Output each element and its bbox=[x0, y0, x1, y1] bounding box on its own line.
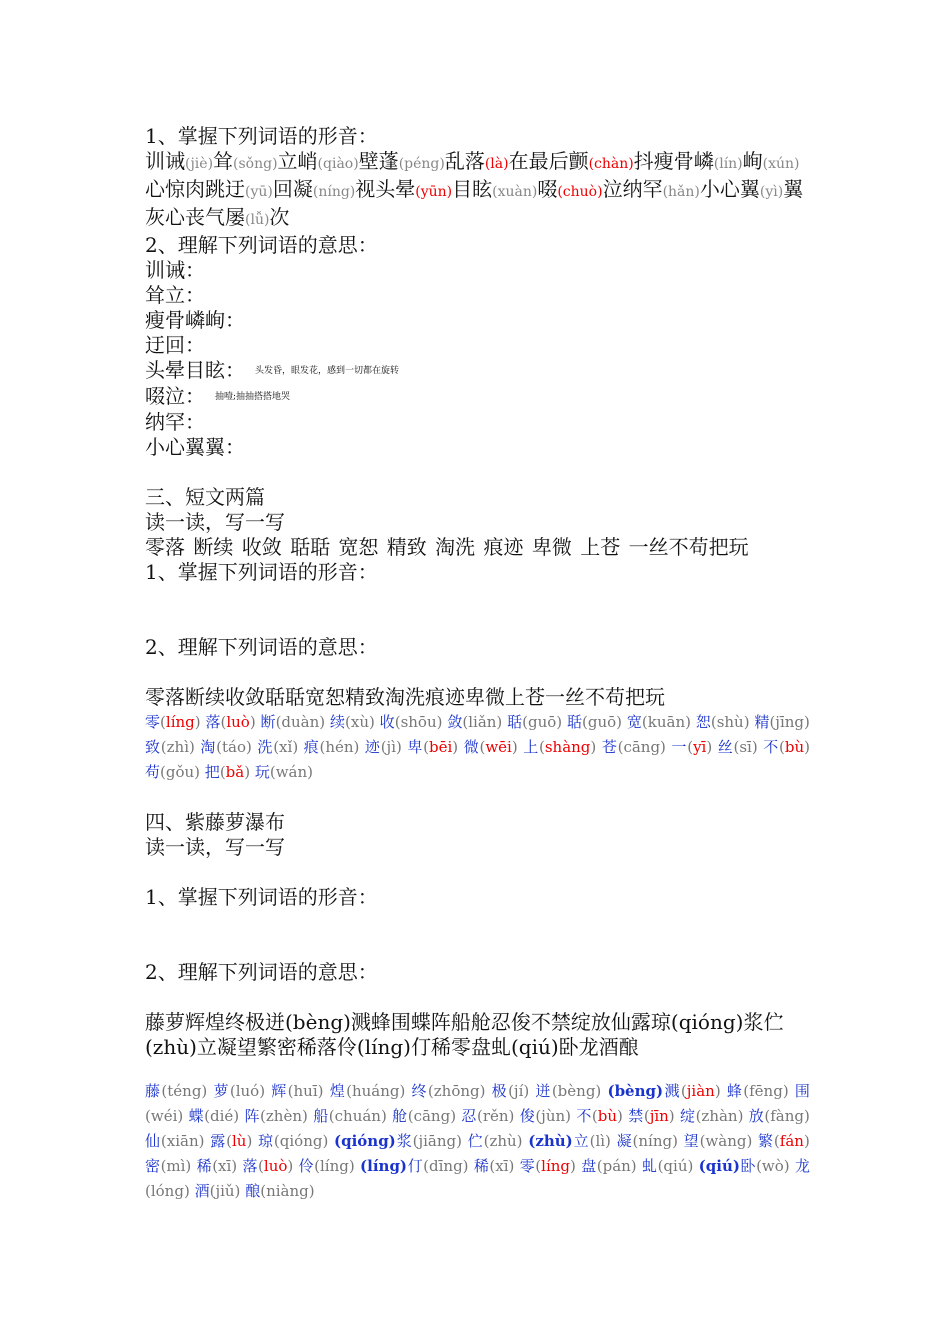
pinyin: shù bbox=[716, 713, 744, 731]
pinyin: líng bbox=[165, 713, 195, 731]
pinyin: (xiān) bbox=[160, 1132, 205, 1150]
pinyin: (qiào) bbox=[317, 156, 359, 172]
hanzi: 浆 bbox=[395, 1132, 413, 1150]
paren: ) bbox=[452, 738, 464, 756]
hanzi: 痕 bbox=[303, 738, 320, 756]
pinyin: duàn bbox=[281, 713, 320, 731]
paren: ( bbox=[319, 738, 326, 756]
pinyin: luò bbox=[263, 1157, 288, 1175]
pinyin: (huáng) bbox=[346, 1082, 406, 1100]
hanzi: 忍 bbox=[461, 1107, 477, 1125]
paren: ( bbox=[160, 763, 166, 781]
hanzi: 繁 bbox=[758, 1132, 774, 1150]
paren: ( bbox=[773, 1132, 780, 1150]
pinyin: (qiú) bbox=[657, 1157, 694, 1175]
pinyin: bǎ bbox=[225, 763, 245, 781]
pinyin: (téng) bbox=[161, 1082, 208, 1100]
pinyin: jīn bbox=[649, 1107, 669, 1125]
paren: ) bbox=[685, 713, 696, 731]
heading-form-sound: 1、掌握下列词语的形音： bbox=[145, 885, 378, 909]
pinyin: (huī) bbox=[287, 1082, 324, 1100]
hanzi: 续 bbox=[329, 713, 346, 731]
term-row bbox=[145, 358, 810, 384]
hanzi: 蝶 bbox=[188, 1107, 205, 1125]
paren: ) bbox=[194, 713, 206, 731]
pinyin: gǒu bbox=[165, 763, 195, 781]
hanzi: 落 bbox=[205, 713, 221, 731]
pinyin: (níng) bbox=[632, 1132, 678, 1150]
term-definition: 抽噎;抽抽搭搭地哭 bbox=[215, 392, 291, 402]
term: 耸立： bbox=[145, 283, 205, 307]
hanzi: 稀 bbox=[473, 1157, 490, 1175]
pinyin: (mì) bbox=[160, 1157, 192, 1175]
paren: ( bbox=[522, 713, 528, 731]
paren: ) bbox=[244, 763, 255, 781]
paren: ( bbox=[275, 713, 282, 731]
paren: ( bbox=[538, 738, 545, 756]
pinyin: (xún) bbox=[762, 156, 800, 172]
hanzi: 聒 bbox=[507, 713, 523, 731]
pinyin: líng bbox=[541, 1157, 570, 1175]
hanzi: 回凝 bbox=[272, 177, 313, 201]
hanzi: 苟 bbox=[145, 763, 161, 781]
pinyin: zhì bbox=[166, 738, 189, 756]
pinyin: fán bbox=[779, 1132, 804, 1150]
pinyin: (chuán) bbox=[328, 1107, 387, 1125]
hanzi: 仙 bbox=[145, 1132, 161, 1150]
pinyin: (dié) bbox=[204, 1107, 240, 1125]
paren: ) bbox=[804, 738, 810, 756]
paren: ( bbox=[687, 738, 694, 756]
paren: ) bbox=[616, 713, 627, 731]
hanzi: 翼灰心丧气屡 bbox=[145, 177, 804, 229]
term-row bbox=[145, 384, 810, 410]
pinyin: (yū) bbox=[245, 184, 273, 200]
pinyin-ref: (qiú) bbox=[698, 1157, 740, 1175]
hanzi: 把 bbox=[204, 763, 220, 781]
hanzi: 在最后颤 bbox=[508, 149, 589, 173]
hanzi: 啜 bbox=[537, 177, 558, 201]
pinyin: bù bbox=[597, 1107, 618, 1125]
pinyin-ref: (qióng) bbox=[334, 1132, 396, 1150]
pinyin-annotated-paragraph bbox=[145, 1079, 810, 1204]
paren: ( bbox=[779, 738, 785, 756]
word-list: 零落 断续 收敛 聒聒 宽恕 精致 淘洗 痕迹 卑微 上苍 一丝不苟把玩 bbox=[145, 535, 749, 559]
pinyin: (cāng) bbox=[407, 1107, 457, 1125]
pinyin-annotated-paragraph bbox=[145, 710, 810, 785]
pinyin: luò bbox=[226, 713, 250, 731]
pinyin-ref: (zhù) bbox=[528, 1132, 573, 1150]
hanzi: 禁 bbox=[628, 1107, 644, 1125]
term-row bbox=[145, 410, 810, 435]
hanzi: 玩 bbox=[254, 763, 270, 781]
term: 瘦骨嶙峋： bbox=[145, 308, 245, 332]
pinyin: jì bbox=[386, 738, 396, 756]
hanzi: 不 bbox=[763, 738, 780, 756]
paren: ( bbox=[423, 738, 430, 756]
heading-meaning: 2、理解下列词语的意思： bbox=[145, 233, 378, 257]
paren: ( bbox=[582, 713, 588, 731]
hanzi: 密 bbox=[145, 1157, 161, 1175]
paren: ) bbox=[249, 713, 261, 731]
hanzi: 乱落 bbox=[444, 149, 485, 173]
pinyin: kuān bbox=[647, 713, 686, 731]
paren: ) bbox=[714, 1082, 721, 1100]
hanzi: 不 bbox=[576, 1107, 592, 1125]
hanzi: 立 bbox=[572, 1132, 590, 1150]
hanzi: 放 bbox=[748, 1107, 765, 1125]
hanzi: 酒 bbox=[194, 1182, 210, 1200]
term-row bbox=[145, 308, 810, 333]
hanzi: 洗 bbox=[257, 738, 274, 756]
pinyin: (luó) bbox=[229, 1082, 266, 1100]
hanzi: 耸 bbox=[213, 149, 234, 173]
paren: ( bbox=[160, 713, 166, 731]
hanzi: 收 bbox=[379, 713, 395, 731]
hanzi: 龙 bbox=[794, 1157, 810, 1175]
pinyin: liǎn bbox=[468, 713, 497, 731]
hanzi: 迹 bbox=[364, 738, 381, 756]
pinyin: (niàng) bbox=[260, 1182, 315, 1200]
term: 啜泣： bbox=[145, 384, 205, 408]
term: 头晕目眩： bbox=[145, 358, 245, 382]
pinyin: bù bbox=[784, 738, 805, 756]
paren: ) bbox=[706, 738, 718, 756]
paren: ( bbox=[216, 738, 223, 756]
hanzi: 煌 bbox=[329, 1082, 347, 1100]
pinyin: (níng) bbox=[312, 184, 356, 200]
word-pinyin-paragraph bbox=[145, 149, 810, 233]
joined-word-line: 零落断续收敛聒聒宽恕精致淘洗痕迹卑微上苍一丝不苟把玩 bbox=[145, 685, 665, 709]
term-list bbox=[145, 258, 810, 460]
hanzi: 宽 bbox=[626, 713, 642, 731]
paren: ( bbox=[226, 1132, 232, 1150]
hanzi: 终 bbox=[411, 1082, 428, 1100]
pinyin: lù bbox=[231, 1132, 247, 1150]
hanzi: 极 bbox=[491, 1082, 509, 1100]
pinyin: xǐ bbox=[279, 738, 293, 756]
hanzi: 心惊肉跳迂 bbox=[145, 177, 245, 201]
pinyin: shàng bbox=[544, 738, 591, 756]
hanzi: 聒 bbox=[566, 713, 583, 731]
pinyin: (líng) bbox=[314, 1157, 355, 1175]
paren: ) bbox=[496, 713, 508, 731]
pinyin: wán bbox=[275, 763, 308, 781]
paren: ( bbox=[462, 713, 469, 731]
pinyin: (lì) bbox=[589, 1132, 611, 1150]
hanzi: 溅 bbox=[663, 1082, 681, 1100]
paren: ) bbox=[511, 738, 524, 756]
pinyin: shōu bbox=[400, 713, 437, 731]
hanzi: 峋 bbox=[742, 149, 763, 173]
pinyin: (lóng) bbox=[145, 1182, 190, 1200]
pinyin: (jí) bbox=[508, 1082, 530, 1100]
pinyin: táo bbox=[222, 738, 247, 756]
pinyin: jīng bbox=[775, 713, 805, 731]
paren: ) bbox=[319, 713, 330, 731]
paren: ) bbox=[189, 738, 201, 756]
pinyin: (lín) bbox=[713, 156, 743, 172]
heading-meaning: 2、理解下列词语的意思： bbox=[145, 960, 378, 984]
paren: ) bbox=[751, 738, 764, 756]
hanzi: 伫 bbox=[467, 1132, 484, 1150]
hanzi: 训诫 bbox=[145, 149, 185, 173]
paren: ) bbox=[570, 1157, 576, 1175]
pinyin: (wò) bbox=[756, 1157, 790, 1175]
paren: ( bbox=[269, 763, 276, 781]
paren: ( bbox=[345, 713, 351, 731]
term-row bbox=[145, 258, 810, 283]
paren: ) bbox=[246, 738, 258, 756]
term-row bbox=[145, 283, 810, 308]
pinyin: (wéi) bbox=[145, 1107, 184, 1125]
paren: ( bbox=[160, 738, 167, 756]
hanzi: 落 bbox=[242, 1157, 259, 1175]
heading-form-sound: 1、掌握下列词语的形音： bbox=[145, 124, 378, 148]
pinyin: (zhōng) bbox=[427, 1082, 486, 1100]
paren: ) bbox=[556, 713, 567, 731]
paren: ( bbox=[219, 763, 226, 781]
paren: ( bbox=[641, 713, 648, 731]
pinyin: (jiǔ) bbox=[209, 1182, 241, 1200]
hanzi: 伶 bbox=[298, 1157, 315, 1175]
paren: ( bbox=[643, 1107, 650, 1125]
pinyin: (rěn) bbox=[476, 1107, 515, 1125]
term-definition: 头发昏，眼发花，感到一切都在旋转 bbox=[255, 366, 400, 376]
pinyin: (sǒng) bbox=[233, 156, 278, 172]
hanzi: 丝 bbox=[717, 738, 734, 756]
hanzi: 阵 bbox=[244, 1107, 261, 1125]
hanzi: 苍 bbox=[601, 738, 618, 756]
pinyin: bēi bbox=[429, 738, 453, 756]
hanzi: 辉 bbox=[271, 1082, 288, 1100]
hanzi: 望 bbox=[683, 1132, 700, 1150]
hanzi: 致 bbox=[145, 738, 161, 756]
pinyin: (là) bbox=[484, 156, 509, 172]
hanzi: 泣纳罕 bbox=[602, 177, 663, 201]
paren: ( bbox=[769, 713, 776, 731]
hanzi: 虬 bbox=[642, 1157, 658, 1175]
hanzi: 迸 bbox=[535, 1082, 552, 1100]
paren: ( bbox=[591, 1107, 598, 1125]
hanzi: 微 bbox=[463, 738, 480, 756]
hanzi: 一 bbox=[671, 738, 688, 756]
hanzi: 凝 bbox=[616, 1132, 633, 1150]
hanzi: 露 bbox=[210, 1132, 227, 1150]
hanzi: 视头晕 bbox=[355, 177, 416, 201]
term: 训诫： bbox=[145, 258, 205, 282]
pinyin: yī bbox=[693, 738, 707, 756]
hanzi: 船 bbox=[313, 1107, 329, 1125]
paren: ) bbox=[353, 738, 365, 756]
pinyin: xù bbox=[350, 713, 369, 731]
pinyin: (fàng) bbox=[764, 1107, 810, 1125]
hanzi: 精 bbox=[754, 713, 770, 731]
paren: ( bbox=[733, 738, 740, 756]
hanzi: 立峭 bbox=[277, 149, 318, 173]
paren: ) bbox=[803, 1132, 810, 1150]
hanzi: 蜂 bbox=[726, 1082, 744, 1100]
pinyin: (péng) bbox=[398, 156, 445, 172]
pinyin: (chàn) bbox=[588, 156, 634, 172]
paren: ( bbox=[617, 738, 624, 756]
hanzi: 断 bbox=[260, 713, 276, 731]
term: 迂回： bbox=[145, 333, 205, 357]
section-title-short-essays: 三、短文两篇 bbox=[145, 485, 265, 509]
paren: ) bbox=[668, 1107, 675, 1125]
paren: ) bbox=[292, 738, 304, 756]
heading-form-sound: 1、掌握下列词语的形音： bbox=[145, 560, 378, 584]
hanzi: 壁蓬 bbox=[358, 149, 399, 173]
section-title-wisteria: 四、紫藤萝瀑布 bbox=[145, 810, 285, 834]
hanzi: 卑 bbox=[407, 738, 424, 756]
hanzi: 萝 bbox=[213, 1082, 230, 1100]
hanzi: 藤 bbox=[145, 1082, 162, 1100]
pinyin: (jiāng) bbox=[412, 1132, 462, 1150]
pinyin: (wàng) bbox=[699, 1132, 753, 1150]
pinyin: (dīng) bbox=[423, 1157, 469, 1175]
hanzi: 抖瘦骨嶙 bbox=[633, 149, 714, 173]
pinyin: (fēng) bbox=[743, 1082, 789, 1100]
hanzi: 敛 bbox=[447, 713, 463, 731]
paren: ( bbox=[394, 713, 401, 731]
pinyin: (xuàn) bbox=[492, 184, 538, 200]
paren: ( bbox=[258, 1157, 264, 1175]
pinyin: (yūn) bbox=[415, 184, 453, 200]
pinyin: (zhàn) bbox=[695, 1107, 744, 1125]
hanzi: 卧 bbox=[739, 1157, 757, 1175]
hanzi: 次 bbox=[269, 205, 290, 229]
pinyin: (chuò) bbox=[557, 184, 603, 200]
pinyin-ref: (líng) bbox=[360, 1157, 408, 1175]
hanzi: 零 bbox=[519, 1157, 536, 1175]
hanzi: 小心翼 bbox=[699, 177, 760, 201]
paren: ( bbox=[535, 1157, 542, 1175]
term: 纳罕： bbox=[145, 410, 205, 434]
pinyin: jiàn bbox=[686, 1082, 715, 1100]
pinyin: (xī) bbox=[212, 1157, 238, 1175]
pinyin: (pán) bbox=[596, 1157, 637, 1175]
hanzi: 恕 bbox=[695, 713, 711, 731]
hanzi: 琼 bbox=[257, 1132, 274, 1150]
paren: ) bbox=[307, 763, 314, 781]
paren: ) bbox=[590, 738, 602, 756]
paren: ) bbox=[804, 713, 810, 731]
pinyin-ref: (bèng) bbox=[607, 1082, 664, 1100]
pinyin: guō bbox=[528, 713, 557, 731]
pinyin: sī bbox=[739, 738, 752, 756]
pinyin: cāng bbox=[623, 738, 661, 756]
pinyin: (lǚ) bbox=[245, 212, 270, 228]
paren: ( bbox=[479, 738, 486, 756]
hanzi: 盘 bbox=[581, 1157, 597, 1175]
paren: ) bbox=[369, 713, 380, 731]
paren: ) bbox=[287, 1157, 294, 1175]
hanzi: 绽 bbox=[680, 1107, 696, 1125]
hanzi: 稀 bbox=[196, 1157, 213, 1175]
term-row bbox=[145, 435, 810, 460]
paren: ( bbox=[680, 1082, 687, 1100]
read-write-label: 读一读，写一写 bbox=[145, 510, 285, 534]
pinyin: guō bbox=[587, 713, 617, 731]
heading-meaning: 2、理解下列词语的意思： bbox=[145, 635, 378, 659]
pinyin: (zhèn) bbox=[260, 1107, 308, 1125]
paren: ) bbox=[743, 713, 755, 731]
wisteria-word-paragraph: 藤萝辉煌终极迸(bèng)溅蜂围蝶阵船舱忍俊不禁绽放仙露琼(qióng)浆伫(zhù)立凝望繁密稀落伶(líng)仃稀零盘虬(qiú)卧龙酒酿 bbox=[145, 1010, 784, 1059]
hanzi: 淘 bbox=[200, 738, 217, 756]
paren: ( bbox=[220, 713, 227, 731]
hanzi: 舱 bbox=[392, 1107, 408, 1125]
paren: ( bbox=[273, 738, 280, 756]
pinyin: (jùn) bbox=[535, 1107, 571, 1125]
hanzi: 上 bbox=[523, 738, 539, 756]
term: 小心翼翼： bbox=[145, 435, 245, 459]
paren: ) bbox=[246, 1132, 253, 1150]
paren: ) bbox=[396, 738, 408, 756]
pinyin: (qióng) bbox=[273, 1132, 329, 1150]
paren: ) bbox=[660, 738, 672, 756]
pinyin: (xī) bbox=[489, 1157, 515, 1175]
pinyin: (hǎn) bbox=[662, 184, 700, 200]
pinyin: (bèng) bbox=[551, 1082, 602, 1100]
pinyin: hén bbox=[325, 738, 354, 756]
read-write-label: 读一读，写一写 bbox=[145, 835, 285, 859]
paren: ( bbox=[710, 713, 717, 731]
document-content bbox=[145, 124, 810, 1204]
paren: ( bbox=[380, 738, 387, 756]
hanzi: 仃 bbox=[407, 1157, 424, 1175]
hanzi: 围 bbox=[794, 1082, 810, 1100]
paren: ) bbox=[436, 713, 448, 731]
pinyin: (yì) bbox=[759, 184, 784, 200]
hanzi: 目眩 bbox=[452, 177, 493, 201]
hanzi: 酿 bbox=[245, 1182, 261, 1200]
pinyin: (zhù) bbox=[483, 1132, 523, 1150]
pinyin: wēi bbox=[485, 738, 512, 756]
hanzi: 俊 bbox=[519, 1107, 536, 1125]
hanzi: 零 bbox=[145, 713, 161, 731]
paren: ) bbox=[617, 1107, 623, 1125]
term-row bbox=[145, 333, 810, 358]
pinyin: (jiè) bbox=[185, 156, 214, 172]
paren: ) bbox=[194, 763, 205, 781]
